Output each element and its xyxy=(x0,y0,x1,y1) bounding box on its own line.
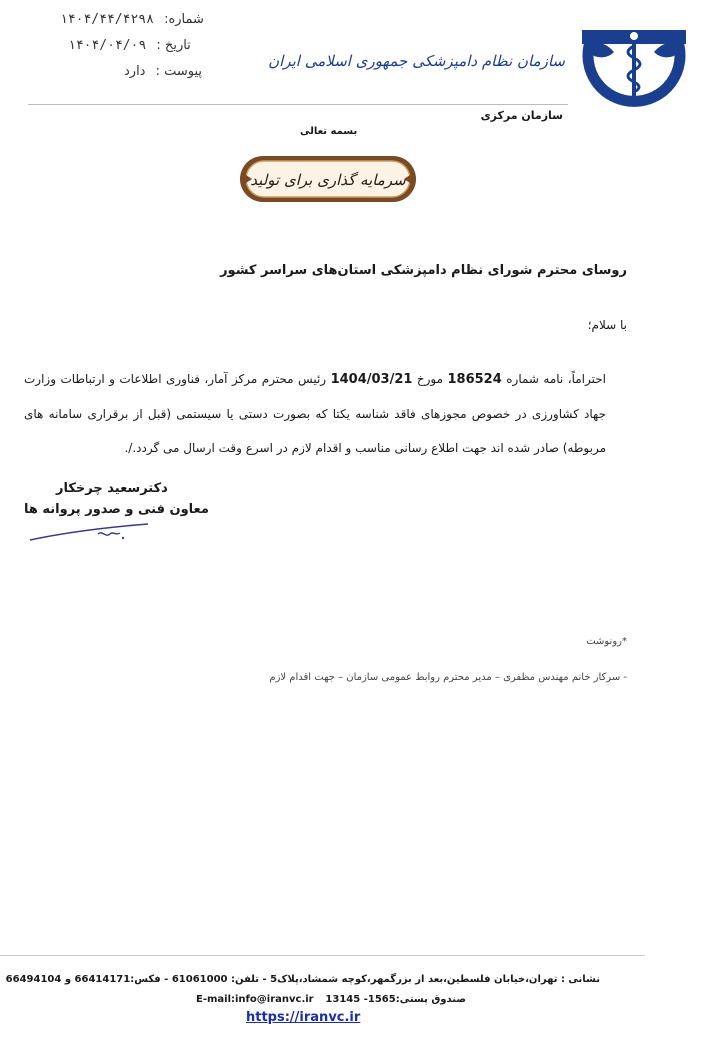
central-organization: سازمان مرکزی xyxy=(480,109,563,122)
reference-number: 186524 xyxy=(447,372,502,387)
header-divider xyxy=(28,104,568,105)
greeting: با سلام؛ xyxy=(587,318,627,332)
body-part-2: مورخ xyxy=(416,372,444,386)
letter-date-label: تاریخ : xyxy=(156,38,191,53)
letter-date-value: ۱۴۰۴/۰۴/۰۹ xyxy=(68,38,147,53)
bismillah: بسمه تعالی xyxy=(300,126,358,137)
signatory-name: دکترسعید چرخکار xyxy=(56,481,168,496)
footer-address: نشانی : تهران،خیابان فلسطین،بعد از بزرگمهر،کوچه شمشاد،پلاک5 - تلفن: 61061000 - فکس:66414171 و 66494104 xyxy=(5,974,600,985)
attachment-value: دارد xyxy=(124,64,146,79)
letter-number xyxy=(60,12,204,27)
footer-email: E-mail:info@iranvc.ir xyxy=(196,994,314,1005)
footer-pobox: صندوق پستی:1565- 13145 xyxy=(325,994,466,1005)
cc-label: *رونوشت xyxy=(586,636,627,647)
attachment-label: پیوست : xyxy=(155,64,203,79)
letter-body xyxy=(24,362,606,465)
body-part-1: احتراماً، نامه شماره xyxy=(506,372,606,386)
body-part-3: رئیس محترم مرکز آمار، فناوری اطلاعات و ارتباطات وزارت جهاد کشاورزی در خصوص مجوزهای فاقد شناسه یکتا که بصورت دستی یا سیستمی (قبل از برقراری سامانه های مربوطه) صادر شده اند جهت اطلاع رسانی مناسب و اقدام لازم در اسرع وقت ارسال می گردد./. xyxy=(24,372,606,455)
footer-divider xyxy=(0,955,645,956)
letter-attachment xyxy=(124,64,202,79)
cc-item: - سرکار خانم مهندس مظفری – مدیر محترم روابط عمومی سازمان – جهت اقدام لازم xyxy=(269,672,627,683)
banner-text: سرمایه گذاری برای تولید xyxy=(250,171,406,189)
addressee: روسای محترم شورای نظام دامپزشکی استان‌های سراسر کشور xyxy=(220,263,627,278)
year-slogan-banner xyxy=(236,152,420,206)
handwritten-signature xyxy=(28,520,158,546)
reference-date: 1404/03/21 xyxy=(330,372,413,387)
organization-logo-icon xyxy=(580,20,688,116)
signatory-title: معاون فنی و صدور پروانه ها xyxy=(24,502,209,517)
website-link[interactable]: https://iranvc.ir xyxy=(246,1010,361,1025)
organization-name: سازمان نظام دامپزشکی جمهوری اسلامی ایران xyxy=(268,52,565,70)
letter-number-value: ۱۴۰۴/۴۴/۴۲۹۸ xyxy=(60,12,154,27)
letter-number-label: شماره: xyxy=(164,12,204,27)
letter-date xyxy=(68,38,191,53)
